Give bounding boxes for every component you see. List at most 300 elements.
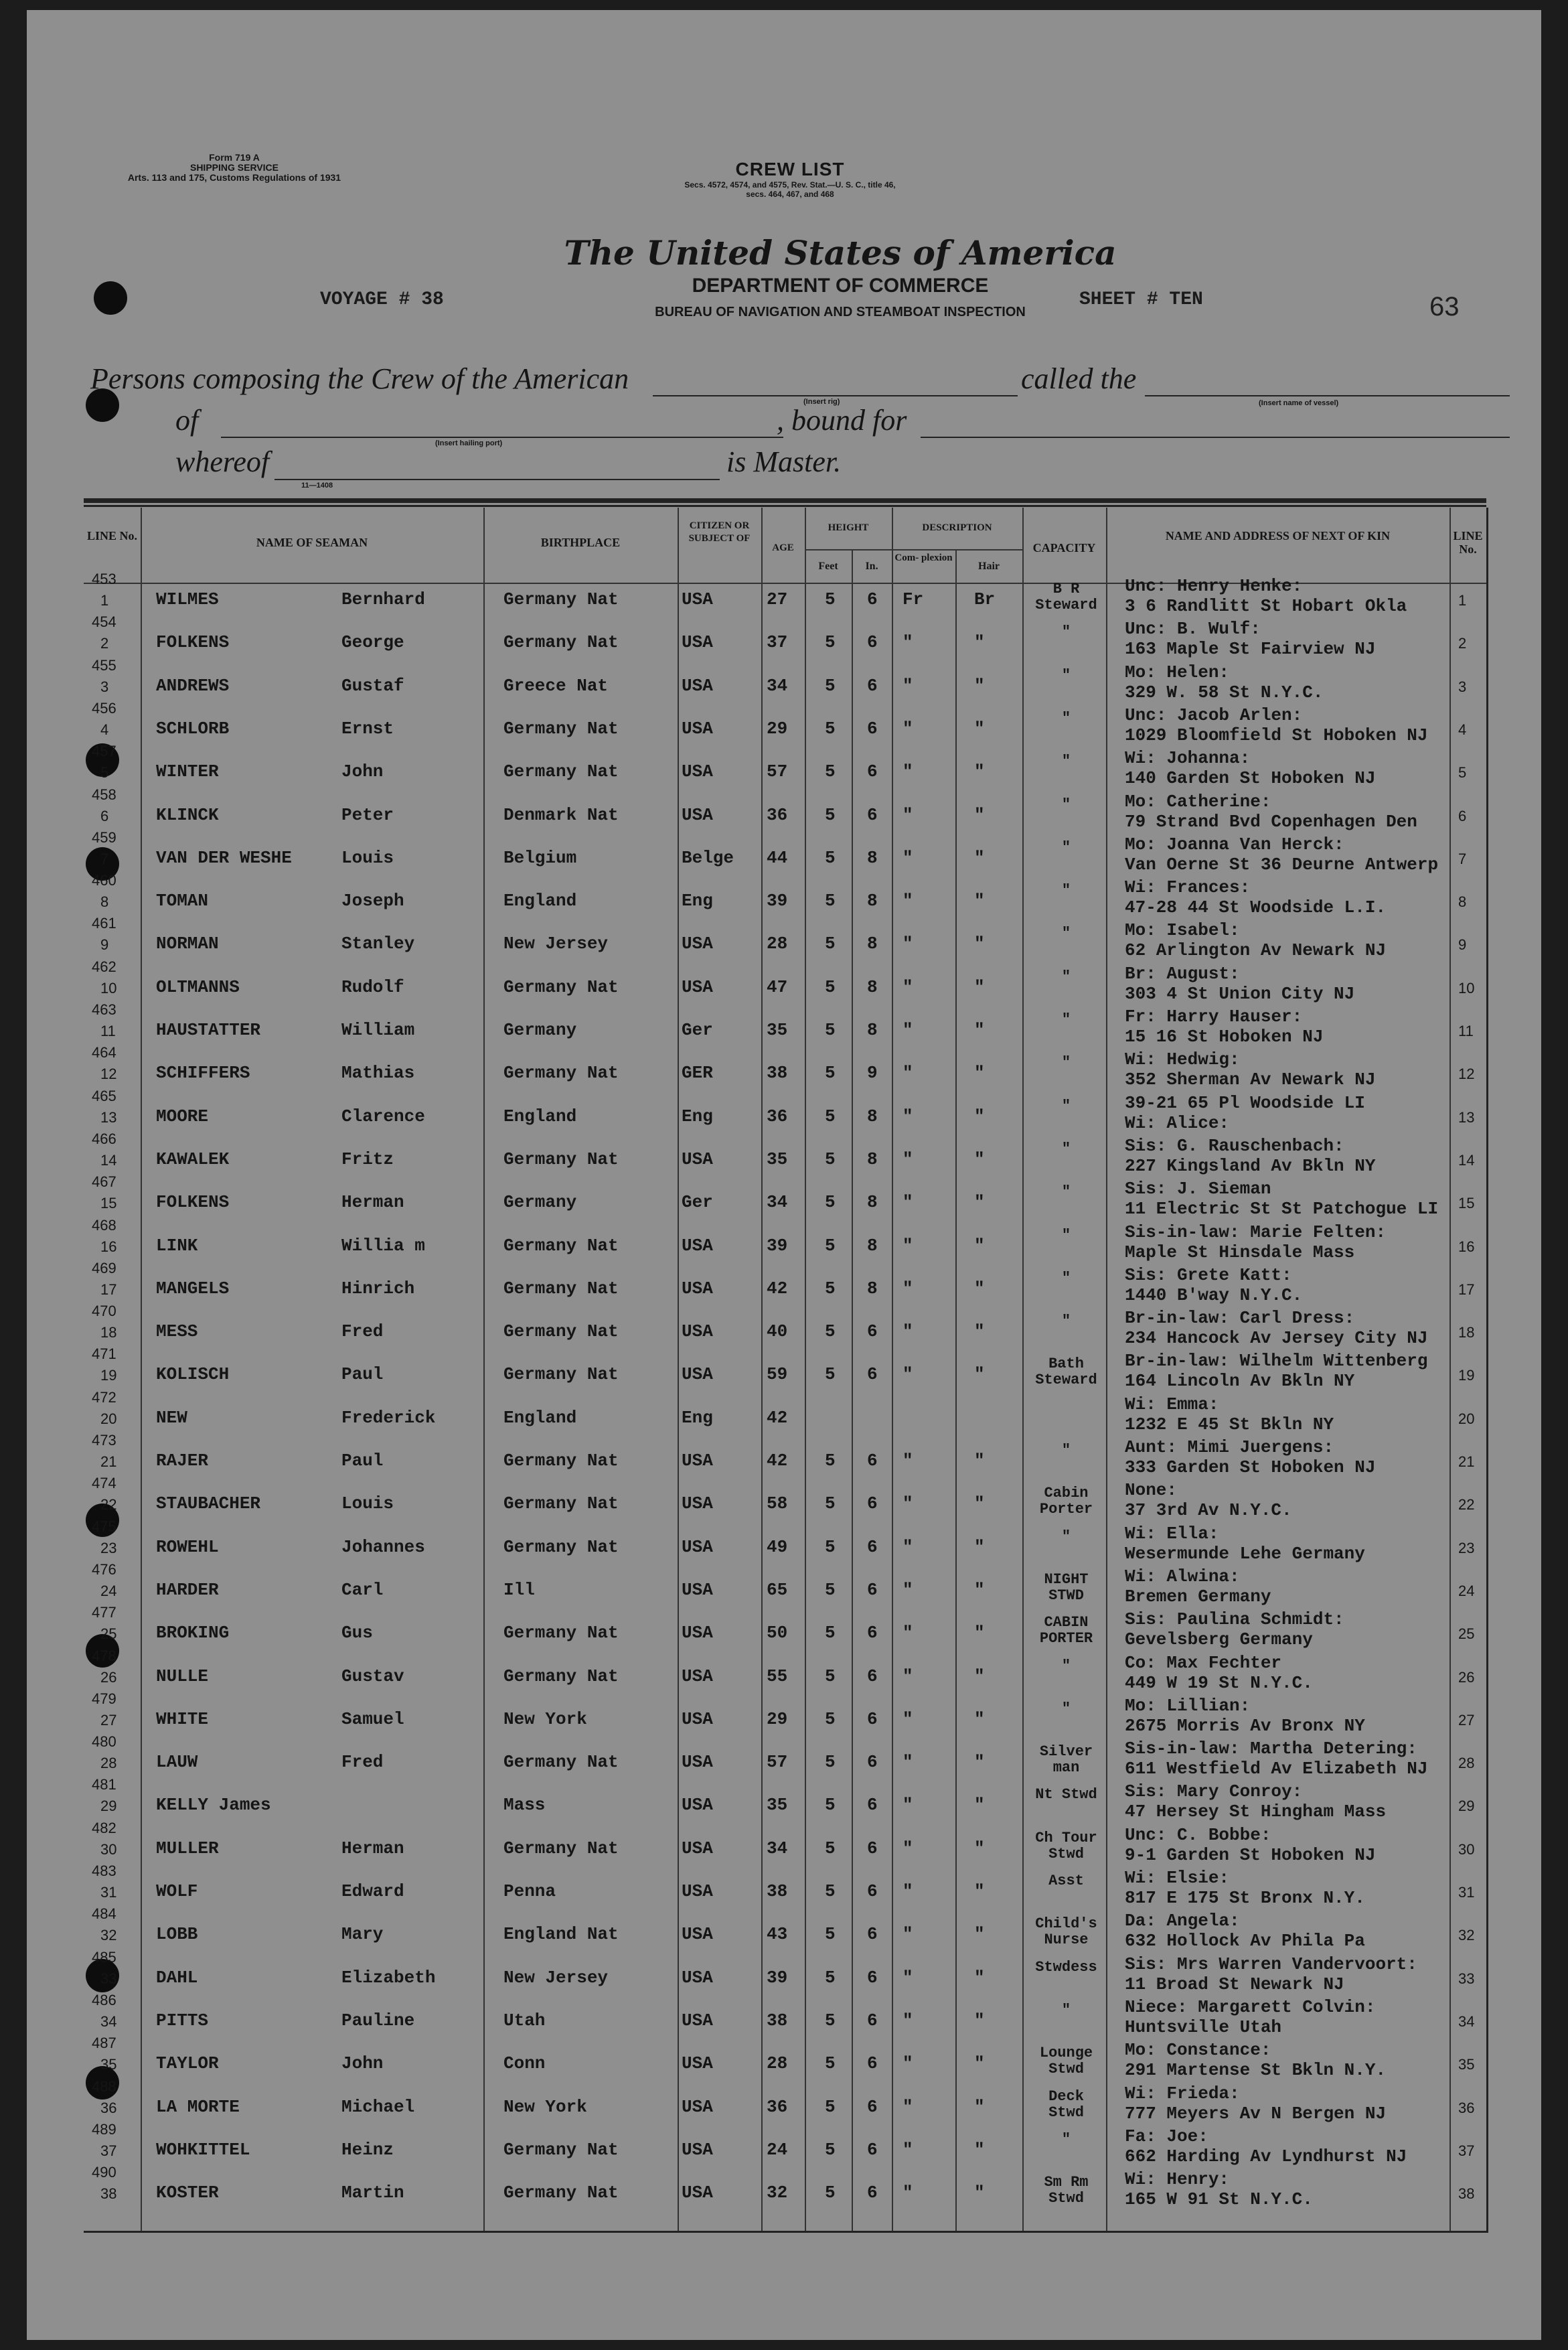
seaman-given-name: Heinz [341, 2139, 394, 2160]
line-number-right: 2 [1458, 635, 1467, 652]
complexion: " [903, 1881, 913, 1901]
citizenship: USA [682, 1924, 713, 1945]
birthplace: Penna [503, 1881, 556, 1901]
seaman-surname: MULLER [156, 1838, 219, 1858]
age: 38 [767, 2010, 788, 2031]
birthplace: Germany Nat [503, 1493, 619, 1514]
seaman-surname: DAHL [156, 1967, 198, 1988]
line-number: 1 [100, 592, 109, 609]
age: 36 [767, 2096, 788, 2117]
next-of-kin-name: Unc: Henry Henke: [1125, 576, 1303, 596]
height-feet: 5 [825, 847, 836, 868]
citizenship: USA [682, 1881, 713, 1901]
complexion: " [903, 1623, 913, 1643]
hair: " [974, 1708, 985, 1729]
next-of-kin-address: 329 W. 58 St N.Y.C. [1125, 682, 1324, 703]
hair: " [974, 1795, 985, 1816]
next-of-kin-name: Sis: G. Rauschenbach: [1125, 1135, 1344, 1156]
register-number: 457 [92, 743, 116, 760]
seaman-surname: ROWEHL [156, 1536, 219, 1557]
next-of-kin-address: 47-28 44 St Woodside L.I. [1125, 897, 1387, 918]
next-of-kin-address: 234 Hancock Av Jersey City NJ [1125, 1328, 1428, 1349]
complexion: " [903, 1063, 913, 1084]
capacity: " [1061, 925, 1071, 942]
form-code: 11—1408 [301, 482, 333, 490]
line-number-right: 27 [1458, 1711, 1475, 1729]
register-number: 463 [92, 1001, 116, 1018]
citizenship: USA [682, 2096, 713, 2117]
line-number: 19 [100, 1367, 117, 1384]
height-inches: 6 [867, 1967, 878, 1988]
height-feet: 5 [825, 718, 836, 739]
birthplace: Germany Nat [503, 589, 619, 609]
punch-hole [94, 281, 127, 315]
next-of-kin-address: Huntsville Utah [1125, 2016, 1282, 2037]
register-number: 462 [92, 958, 116, 975]
citizenship: USA [682, 1451, 713, 1471]
complexion: " [903, 2139, 913, 2160]
line-number-right: 11 [1458, 1023, 1474, 1039]
line-number-right: 26 [1458, 1668, 1475, 1686]
capacity: " [1061, 666, 1071, 684]
next-of-kin-name: Da: Angela: [1125, 1911, 1240, 1931]
seaman-given-name: Paul [341, 1364, 384, 1385]
seaman-surname: LOBB [156, 1924, 198, 1945]
birthplace: New York [503, 1708, 587, 1729]
next-of-kin-name: Sis-in-law: Marie Felten: [1125, 1222, 1387, 1242]
next-of-kin-address: 165 W 91 St N.Y.C. [1125, 2189, 1313, 2210]
height-feet: 5 [825, 1106, 836, 1126]
seaman-given-name: John [341, 761, 384, 782]
next-of-kin-name: Mo: Helen: [1125, 662, 1230, 682]
line-number-right: 4 [1458, 721, 1467, 738]
seaman-given-name: Clarence [341, 1106, 425, 1126]
hair: " [974, 891, 985, 911]
seaman-surname: LA MORTE [156, 2096, 240, 2117]
citizenship: USA [682, 1536, 713, 1557]
next-of-kin-address: 9-1 Garden St Hoboken NJ [1125, 1844, 1376, 1865]
height-feet: 5 [825, 2183, 836, 2203]
next-of-kin-address: 47 Hersey St Hingham Mass [1125, 1802, 1387, 1822]
hair: " [974, 847, 985, 868]
complexion: " [903, 1795, 913, 1816]
next-of-kin-name: Br: August: [1125, 963, 1240, 984]
hair: " [974, 761, 985, 782]
header-age: AGE [772, 542, 794, 553]
seaman-surname: NORMAN [156, 934, 219, 954]
line-number: 33 [100, 1970, 117, 1987]
height-feet: 5 [825, 976, 836, 997]
register-number: 455 [92, 656, 116, 674]
height-inches: 6 [867, 1321, 878, 1342]
seaman-given-name: Mary [341, 1924, 384, 1945]
birthplace: Utah [503, 2010, 546, 2031]
citizenship: Ger [682, 1020, 713, 1040]
citizenship: USA [682, 1579, 713, 1600]
line-number-right: 10 [1458, 979, 1475, 997]
capacity: B R Steward [1035, 581, 1097, 613]
hair: " [974, 2053, 985, 2074]
citizenship: USA [682, 718, 713, 739]
height-inches: 6 [867, 1493, 878, 1514]
persons-composing-text: Persons composing the Crew of the American [90, 362, 629, 395]
bound-for-line [921, 437, 1510, 438]
capacity: " [1061, 1657, 1071, 1674]
hair: " [974, 2183, 985, 2203]
register-number: 488 [92, 2077, 116, 2095]
seaman-given-name: William [341, 1020, 415, 1040]
citizenship: USA [682, 804, 713, 825]
height-inches: 6 [867, 1364, 878, 1385]
height-inches: 8 [867, 1020, 878, 1040]
height-feet: 5 [825, 1752, 836, 1773]
next-of-kin-name: Wi: Frieda: [1125, 2083, 1240, 2104]
hair: " [974, 1579, 985, 1600]
next-of-kin-address: 291 Martense St Bkln N.Y. [1125, 2060, 1387, 2081]
hair: " [974, 804, 985, 825]
seaman-given-name: Hinrich [341, 1278, 415, 1299]
complexion: " [903, 804, 913, 825]
register-number: 479 [92, 1690, 116, 1707]
citizenship: Eng [682, 891, 713, 911]
height-feet: 5 [825, 891, 836, 911]
capacity: " [1061, 1011, 1071, 1028]
hailing-port-line [221, 437, 783, 438]
seaman-surname: TOMAN [156, 891, 209, 911]
hair: " [974, 632, 985, 653]
next-of-kin-name: Unc: Jacob Arlen: [1125, 705, 1303, 725]
register-number: 459 [92, 828, 116, 846]
birthplace: Germany Nat [503, 718, 619, 739]
age: 57 [767, 761, 788, 782]
register-number: 461 [92, 915, 116, 932]
hair: " [974, 1967, 985, 1988]
capacity: Bath Steward [1035, 1355, 1097, 1389]
seaman-given-name: Samuel [341, 1708, 404, 1729]
complexion: " [903, 1666, 913, 1686]
seaman-given-name: Michael [341, 2096, 415, 2117]
birthplace: Germany Nat [503, 1278, 619, 1299]
next-of-kin-name: Sis: Mary Conroy: [1125, 1781, 1303, 1802]
next-of-kin-name: Sis: J. Sieman [1125, 1179, 1271, 1199]
complexion: " [903, 675, 913, 696]
height-feet: 5 [825, 1924, 836, 1945]
line-number: 29 [100, 1797, 117, 1815]
register-number: 474 [92, 1475, 116, 1492]
citizenship: USA [682, 976, 713, 997]
seaman-surname: WINTER [156, 761, 219, 782]
header-next-of-kin: NAME AND ADDRESS OF NEXT OF KIN [1165, 529, 1391, 542]
height-inches: 8 [867, 1278, 878, 1299]
capacity: " [1061, 1183, 1071, 1201]
next-of-kin-address: 2675 Morris Av Bronx NY [1125, 1715, 1365, 1736]
hair: " [974, 1278, 985, 1299]
seaman-surname: FOLKENS [156, 632, 230, 653]
seaman-given-name: Pauline [341, 2010, 415, 2031]
register-number: 469 [92, 1259, 116, 1276]
capacity: Child's Nurse [1035, 1915, 1097, 1949]
seaman-surname: FOLKENS [156, 1192, 230, 1213]
birthplace: Germany Nat [503, 1838, 619, 1858]
age: 57 [767, 1752, 788, 1773]
seaman-given-name: Paul [341, 1451, 384, 1471]
seaman-given-name: Willia m [341, 1235, 425, 1256]
birthplace: Germany [503, 1020, 577, 1040]
capacity: " [1061, 1313, 1071, 1330]
next-of-kin-name: Mo: Lillian: [1125, 1695, 1251, 1716]
height-inches: 8 [867, 891, 878, 911]
vessel-hint: (Insert name of vessel) [1259, 399, 1339, 407]
birthplace: Germany Nat [503, 1149, 619, 1169]
seaman-surname: WHITE [156, 1708, 209, 1729]
line-number-right: 36 [1458, 2099, 1475, 2116]
next-of-kin-address: 140 Garden St Hoboken NJ [1125, 768, 1376, 789]
complexion: " [903, 891, 913, 911]
line-number-right: 18 [1458, 1324, 1475, 1341]
complexion: " [903, 2183, 913, 2203]
header-name: NAME OF SEAMAN [256, 536, 368, 549]
birthplace: Germany Nat [503, 976, 619, 997]
capacity: " [1061, 1442, 1071, 1459]
line-number: 6 [100, 807, 109, 824]
next-of-kin-address: Van Oerne St 36 Deurne Antwerp [1125, 854, 1439, 875]
seaman-given-name: Stanley [341, 934, 415, 954]
height-feet: 5 [825, 1321, 836, 1342]
age: 32 [767, 2183, 788, 2203]
next-of-kin-name: Wi: Emma: [1125, 1394, 1219, 1414]
hair: " [974, 1536, 985, 1557]
next-of-kin-address: 632 Hollock Av Phila Pa [1125, 1931, 1365, 1952]
height-inches: 6 [867, 1752, 878, 1773]
next-of-kin-address: 79 Strand Bvd Copenhagen Den [1125, 811, 1417, 832]
register-number: 484 [92, 1905, 116, 1923]
seaman-surname: NULLE [156, 1666, 209, 1686]
register-number: 472 [92, 1388, 116, 1406]
hair: " [974, 934, 985, 954]
age: 24 [767, 2139, 788, 2160]
hair: " [974, 1235, 985, 1256]
hair: " [974, 1623, 985, 1643]
register-number: 480 [92, 1733, 116, 1751]
line-number: 14 [100, 1151, 117, 1169]
height-feet: 5 [825, 589, 836, 609]
seaman-given-name: Johannes [341, 1536, 425, 1557]
height-feet: 5 [825, 1579, 836, 1600]
age: 42 [767, 1451, 788, 1471]
header-hair: Hair [978, 561, 1000, 572]
hair: " [974, 1881, 985, 1901]
line-number-right: 34 [1458, 2012, 1475, 2030]
seaman-given-name: Ernst [341, 718, 394, 739]
line-number-right: 15 [1458, 1195, 1475, 1212]
seaman-given-name: Martin [341, 2183, 404, 2203]
age: 37 [767, 632, 788, 653]
capacity: CABIN PORTER [1039, 1614, 1093, 1647]
citizenship: USA [682, 1838, 713, 1858]
line-number: 35 [100, 2056, 117, 2073]
line-number: 17 [100, 1280, 117, 1298]
birthplace: Germany Nat [503, 1321, 619, 1342]
next-of-kin-address: 1232 E 45 St Bkln NY [1125, 1414, 1334, 1435]
header-height: HEIGHT [828, 522, 869, 533]
line-number: 2 [100, 635, 109, 652]
age: 36 [767, 1106, 788, 1126]
complexion: " [903, 1451, 913, 1471]
next-of-kin-address: 817 E 175 St Bronx N.Y. [1125, 1888, 1365, 1908]
seaman-surname: TAYLOR [156, 2053, 219, 2074]
line-number-right: 29 [1458, 1797, 1475, 1815]
hair: " [974, 2139, 985, 2160]
seaman-surname: KLINCK [156, 804, 219, 825]
citizenship: USA [682, 1967, 713, 1988]
capacity: " [1061, 2001, 1071, 2018]
hair: " [974, 718, 985, 739]
hair: " [974, 675, 985, 696]
seaman-surname: LAUW [156, 1752, 198, 1773]
citizenship: Belge [682, 847, 734, 868]
age: 27 [767, 589, 788, 609]
seaman-surname: PITTS [156, 2010, 209, 2031]
height-feet: 5 [825, 1493, 836, 1514]
seaman-given-name: Gustaf [341, 675, 404, 696]
complexion: " [903, 1752, 913, 1773]
age: 35 [767, 1149, 788, 1169]
register-number: 453 [92, 571, 116, 587]
hair: " [974, 1666, 985, 1686]
register-number: 465 [92, 1087, 116, 1104]
line-number-right: 9 [1458, 936, 1467, 954]
capacity: " [1061, 1269, 1071, 1287]
complexion: Fr [903, 589, 924, 609]
seaman-surname: MANGELS [156, 1278, 230, 1299]
next-of-kin-address: 227 Kingsland Av Bkln NY [1125, 1155, 1376, 1176]
capacity: " [1061, 838, 1071, 856]
seaman-surname: KOLISCH [156, 1364, 230, 1385]
height-inches: 6 [867, 2096, 878, 2117]
seaman-surname: WOHKITTEL [156, 2139, 250, 2160]
age: 34 [767, 1838, 788, 1858]
register-number: 454 [92, 613, 116, 631]
line-number-right: 13 [1458, 1108, 1475, 1126]
header-complexion: Com- plexion [894, 553, 953, 563]
capacity: " [1061, 753, 1071, 770]
height-feet: 5 [825, 2096, 836, 2117]
next-of-kin-address: 352 Sherman Av Newark NJ [1125, 1070, 1376, 1090]
register-number: 458 [92, 786, 116, 803]
next-of-kin-address: 777 Meyers Av N Bergen NJ [1125, 2103, 1387, 2124]
header-inches: In. [865, 561, 878, 572]
register-number: 470 [92, 1303, 116, 1320]
complexion: " [903, 847, 913, 868]
next-of-kin-address: Wi: Alice: [1125, 1112, 1230, 1133]
header-capacity: CAPACITY [1032, 541, 1096, 555]
height-inches: 6 [867, 718, 878, 739]
line-number-right: 38 [1458, 2185, 1475, 2203]
next-of-kin-name: Wi: Frances: [1125, 877, 1251, 898]
age: 35 [767, 1795, 788, 1816]
next-of-kin-name: Mo: Constance: [1125, 2040, 1271, 2061]
next-of-kin-address: 11 Broad St Newark NJ [1125, 1974, 1344, 1994]
line-number-right: 32 [1458, 1927, 1475, 1944]
seaman-given-name: Bernhard [341, 589, 425, 609]
age: 39 [767, 1235, 788, 1256]
seaman-given-name: Herman [341, 1838, 404, 1858]
hair: " [974, 1451, 985, 1471]
next-of-kin-name: Unc: C. Bobbe: [1125, 1824, 1271, 1845]
bureau-title: BUREAU OF NAVIGATION AND STEAMBOAT INSPECTION [655, 305, 1026, 319]
complexion: " [903, 1278, 913, 1299]
birthplace: Germany [503, 1192, 577, 1213]
citizenship: USA [682, 2139, 713, 2160]
complexion: " [903, 1020, 913, 1040]
capacity: " [1061, 882, 1071, 899]
capacity: Lounge Stwd [1039, 2045, 1093, 2078]
birthplace: England Nat [503, 1924, 619, 1945]
line-number-right: 28 [1458, 1755, 1475, 1772]
voyage-number: VOYAGE # 38 [320, 289, 444, 310]
height-inches: 6 [867, 1708, 878, 1729]
height-inches: 6 [867, 1451, 878, 1471]
line-number: 16 [100, 1238, 117, 1255]
age: 29 [767, 1708, 788, 1729]
line-number-right: 20 [1458, 1410, 1475, 1427]
hair: " [974, 1752, 985, 1773]
complexion: " [903, 761, 913, 782]
next-of-kin-address: 37 3rd Av N.Y.C. [1125, 1500, 1292, 1521]
capacity: " [1061, 1528, 1071, 1545]
next-of-kin-name: Sis-in-law: Martha Detering: [1125, 1739, 1417, 1759]
next-of-kin-name: 39-21 65 Pl Woodside LI [1125, 1092, 1365, 1113]
complexion: " [903, 1493, 913, 1514]
age: 35 [767, 1020, 788, 1040]
register-number: 464 [92, 1044, 116, 1061]
next-of-kin-name: None: [1125, 1480, 1178, 1501]
line-number-right: 3 [1458, 678, 1467, 695]
height-feet: 5 [825, 632, 836, 653]
hailing-port-hint: (Insert hailing port) [435, 439, 503, 447]
height-inches: 6 [867, 1666, 878, 1686]
height-feet: 5 [825, 1063, 836, 1084]
seaman-surname: MESS [156, 1321, 198, 1342]
age: 47 [767, 976, 788, 997]
height-feet: 5 [825, 1881, 836, 1901]
height-feet: 5 [825, 1451, 836, 1471]
seaman-given-name: Fritz [341, 1149, 394, 1169]
line-number: 38 [100, 2185, 117, 2203]
line-number-right: 5 [1458, 764, 1467, 782]
age: 42 [767, 1278, 788, 1299]
complexion: " [903, 632, 913, 653]
citizenship: USA [682, 1623, 713, 1643]
capacity: Silver man [1039, 1743, 1093, 1777]
top-rule [84, 498, 1486, 503]
header-line-no-right: LINE No. [1453, 529, 1483, 556]
height-inches: 6 [867, 1579, 878, 1600]
age: 39 [767, 1967, 788, 1988]
header-line-no: LINE No. [86, 529, 137, 542]
seaman-given-name: Louis [341, 1493, 394, 1514]
height-feet: 5 [825, 761, 836, 782]
line-number: 28 [100, 1755, 117, 1772]
citizenship: USA [682, 2183, 713, 2203]
line-number: 7 [100, 850, 109, 867]
complexion: " [903, 1321, 913, 1342]
register-number: 489 [92, 2120, 116, 2138]
seaman-given-name: Carl [341, 1579, 384, 1600]
line-number-right: 12 [1458, 1066, 1475, 1083]
next-of-kin-address: 163 Maple St Fairview NJ [1125, 639, 1376, 660]
citizenship: USA [682, 1278, 713, 1299]
